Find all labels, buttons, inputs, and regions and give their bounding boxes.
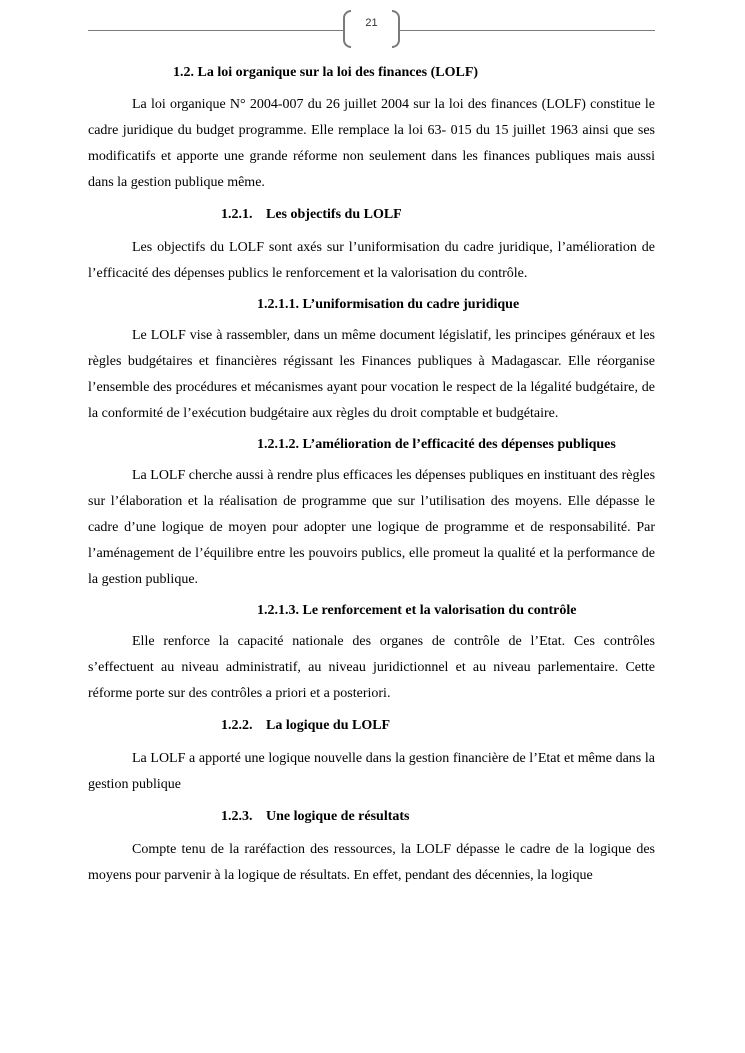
heading-1-2-2-number: 1.2.2.	[221, 718, 253, 733]
paragraph-1-2-3: Compte tenu de la raréfaction des ressources, la LOLF dépasse le cadre de la logique des moyens pour parvenir à la logique de résultats. En effet, pendant des décennies, la logique	[88, 842, 655, 883]
header-rule-right	[400, 30, 655, 31]
document-body	[88, 60, 655, 889]
heading-1-2-1-2: 1.2.1.2. L’amélioration de l’efficacité des dépenses publiques	[257, 437, 616, 452]
heading-1-2-1	[88, 206, 655, 223]
paragraph-1-2-1-3: Elle renforce la capacité nationale des organes de contrôle de l’Etat. Ces contrôles s’effectuent au niveau administratif, au niveau juridictionnel et au niveau parlementaire. Cette réforme porte sur des contrôles a priori et a posteriori.	[88, 634, 655, 701]
paragraph-1-2: La loi organique N° 2004-007 du 26 juillet 2004 sur la loi des finances (LOLF) constitue le cadre juridique du budget programme. Elle remplace la loi 63- 015 du 15 juillet 1963 ainsi que ses modificatifs et apporte une grande réforme non seulement dans les finances publiques mais aussi dans la gestion publique même.	[88, 97, 655, 190]
heading-1-2-1-3: 1.2.1.3. Le renforcement et la valorisation du contrôle	[257, 603, 577, 618]
heading-1-2-2-title: La logique du LOLF	[266, 718, 391, 733]
header-rule-left	[88, 30, 343, 31]
paragraph-1-2-1-2: La LOLF cherche aussi à rendre plus efficaces les dépenses publiques en instituant des règles sur l’élaboration et la réalisation de programme que sur l’utilisation des moyens. Elle dépasse le cadre d’une logique de moyen pour adopter une logique de programme et de responsabilité. Par l’aménagement de l’équilibre entre les pouvoirs publics, elle promeut la qualité et la performance de la gestion publique.	[88, 468, 656, 587]
heading-1-2-1-title: Les objectifs du LOLF	[266, 207, 402, 222]
heading-1-2: 1.2. La loi organique sur la loi des finances (LOLF)	[173, 65, 479, 80]
heading-1-2-3-title: Une logique de résultats	[266, 809, 410, 824]
heading-1-2-3	[88, 808, 655, 825]
heading-1-2-1-1: 1.2.1.1. L’uniformisation du cadre juridique	[257, 297, 520, 312]
page-header	[88, 10, 655, 50]
paragraph-1-2-2: La LOLF a apporté une logique nouvelle dans la gestion financière de l’Etat et même dans la gestion publique	[88, 751, 655, 792]
page-number-bracket-right	[392, 10, 400, 48]
page-number-bracket-left	[343, 10, 351, 48]
heading-1-2-3-number: 1.2.3.	[221, 809, 253, 824]
page-number: 21	[365, 17, 378, 29]
heading-1-2-1-number: 1.2.1.	[221, 207, 253, 222]
paragraph-1-2-1-1: Le LOLF vise à rassembler, dans un même document législatif, les principes généraux et les règles budgétaires et financières régissant les Finances publiques à Madagascar. Elle réorganise l’ensemble des procédures et mécanismes ayant pour vocation le respect de la légalité budgétaire, de la conformité de l’exécution budgétaire aux règles du droit comptable et budgétaire.	[88, 328, 655, 421]
heading-1-2-2	[88, 717, 655, 734]
paragraph-1-2-1: Les objectifs du LOLF sont axés sur l’uniformisation du cadre juridique, l’amélioration de l’efficacité des dépenses publics le renforcement et la valorisation du contrôle.	[88, 240, 655, 281]
